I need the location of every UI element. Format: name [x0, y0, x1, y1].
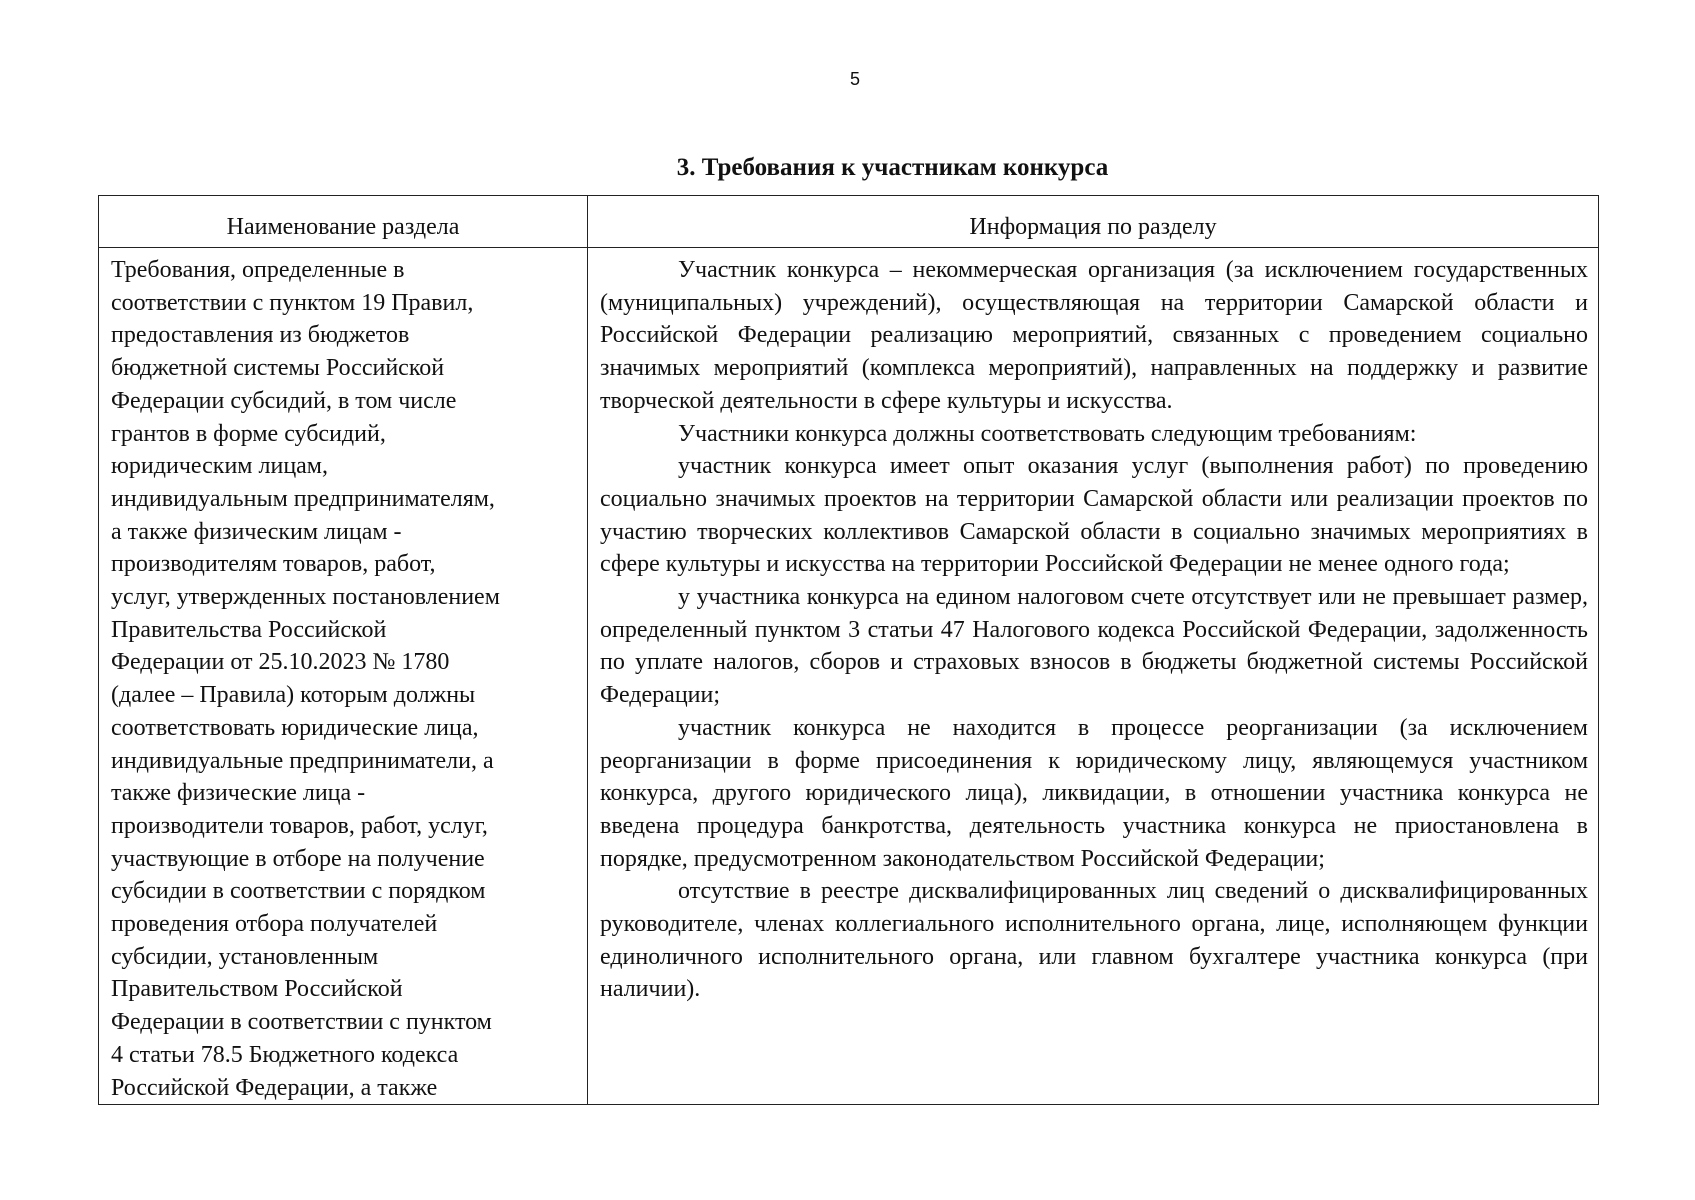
cell-text-line: юридическим лицам,: [111, 453, 328, 480]
cell-text-line: Федерации от 25.10.2023 № 1780: [111, 649, 450, 676]
cell-text-line: Федерации субсидий, в том числе: [111, 387, 457, 414]
cell-text-line: также физические лица -: [111, 780, 366, 807]
cell-text-line: Правительством Российской: [111, 976, 403, 1003]
cell-text-line: субсидии, установленным: [111, 943, 379, 970]
cell-text-line: Федерации в соответствии с пунктом: [111, 1009, 492, 1036]
info-paragraph: Участник конкурса – некоммерческая организация (за исключением государственных (муниципальных) учреждений), осуществляющая на территории Самарской области и Российской Федерации реализацию мероприятий, связанных с проведением социально значимых мероприятий (комплекса мероприятий), направленных на поддержку и развитие творческой деятельности в сфере культуры и искусства.: [600, 257, 1588, 414]
header-cell-section-info: [588, 196, 1599, 248]
cell-text-line: соответствии с пунктом 19 Правил,: [111, 289, 474, 316]
cell-text-line: субсидии в соответствии с порядком: [111, 878, 486, 905]
cell-text-line: предоставления из бюджетов: [111, 322, 410, 349]
section-title: 3. Требования к участникам конкурса: [676, 154, 1109, 181]
info-paragraph: отсутствие в реестре дисквалифицированных лиц сведений о дисквалифицированных руководителе, членах коллегиального исполнительного органа, лице, исполняющем функции единоличного исполнительного органа, или главном бухгалтере участника конкурса (при наличии).: [600, 878, 1588, 1003]
header-label: Наименование раздела: [226, 214, 460, 240]
header-label: Информация по разделу: [969, 214, 1217, 240]
cell-text-line: бюджетной системы Российской: [111, 355, 445, 382]
info-paragraph: участник конкурса не находится в процессе реорганизации (за исключением реорганизации в форме присоединения к юридическому лицу, являющемуся участником конкурса, другого юридического лица), ликвидации, в отношении участника конкурса не введена процедура банкротства, деятельность участника конкурса не приостановлена в порядке, предусмотренном законодательством Российской Федерации;: [600, 714, 1588, 872]
table-header-row: [99, 196, 1599, 248]
cell-text-line: а также физическим лицам -: [111, 518, 402, 545]
cell-text-line: 4 статьи 78.5 Бюджетного кодекса: [111, 1041, 459, 1068]
info-paragraph: участник конкурса имеет опыт оказания услуг (выполнения работ) по проведению социально значимых проектов на территории Самарской области или реализации проектов по участию творческих коллективов Самарской области в социально значимых мероприятиях в сфере культуры и искусства на территории Российской Федерации не менее одного года;: [600, 453, 1588, 578]
section-info-cell: [588, 248, 1599, 1105]
header-cell-section-name: [99, 196, 588, 248]
cell-text-line: индивидуальным предпринимателям,: [111, 485, 495, 512]
cell-text-line: производители товаров, работ, услуг,: [111, 812, 488, 839]
cell-text-line: (далее – Правила) которым должны: [111, 682, 476, 709]
cell-text-line: производителям товаров, работ,: [111, 551, 436, 578]
cell-text-line: соответствовать юридические лица,: [111, 714, 479, 741]
cell-text-line: грантов в форме субсидий,: [111, 420, 386, 447]
table-row: [99, 248, 1599, 1105]
cell-text-line: Требования, определенные в: [111, 257, 405, 283]
cell-text-line: Правительства Российской: [111, 616, 387, 643]
info-paragraph: у участника конкурса на едином налоговом счете отсутствует или не превышает размер, определенный пунктом 3 статьи 47 Налогового кодекса Российской Федерации, задолженность по уплате налогов, сборов и страховых взносов в бюджеты бюджетной системы Российской Федерации;: [600, 584, 1588, 709]
requirements-table: [98, 195, 1599, 1105]
page-number: 5: [849, 69, 860, 89]
section-name-cell: [99, 248, 588, 1105]
cell-text-line: проведения отбора получателей: [111, 911, 438, 938]
cell-text-line: участвующие в отборе на получение: [111, 845, 485, 872]
cell-text-line: услуг, утвержденных постановлением: [111, 584, 500, 611]
cell-text-line: индивидуальные предприниматели, а: [111, 747, 494, 774]
cell-text-line: Российской Федерации, а также: [111, 1074, 438, 1101]
info-paragraph: Участники конкурса должны соответствовать следующим требованиям:: [678, 420, 1417, 447]
